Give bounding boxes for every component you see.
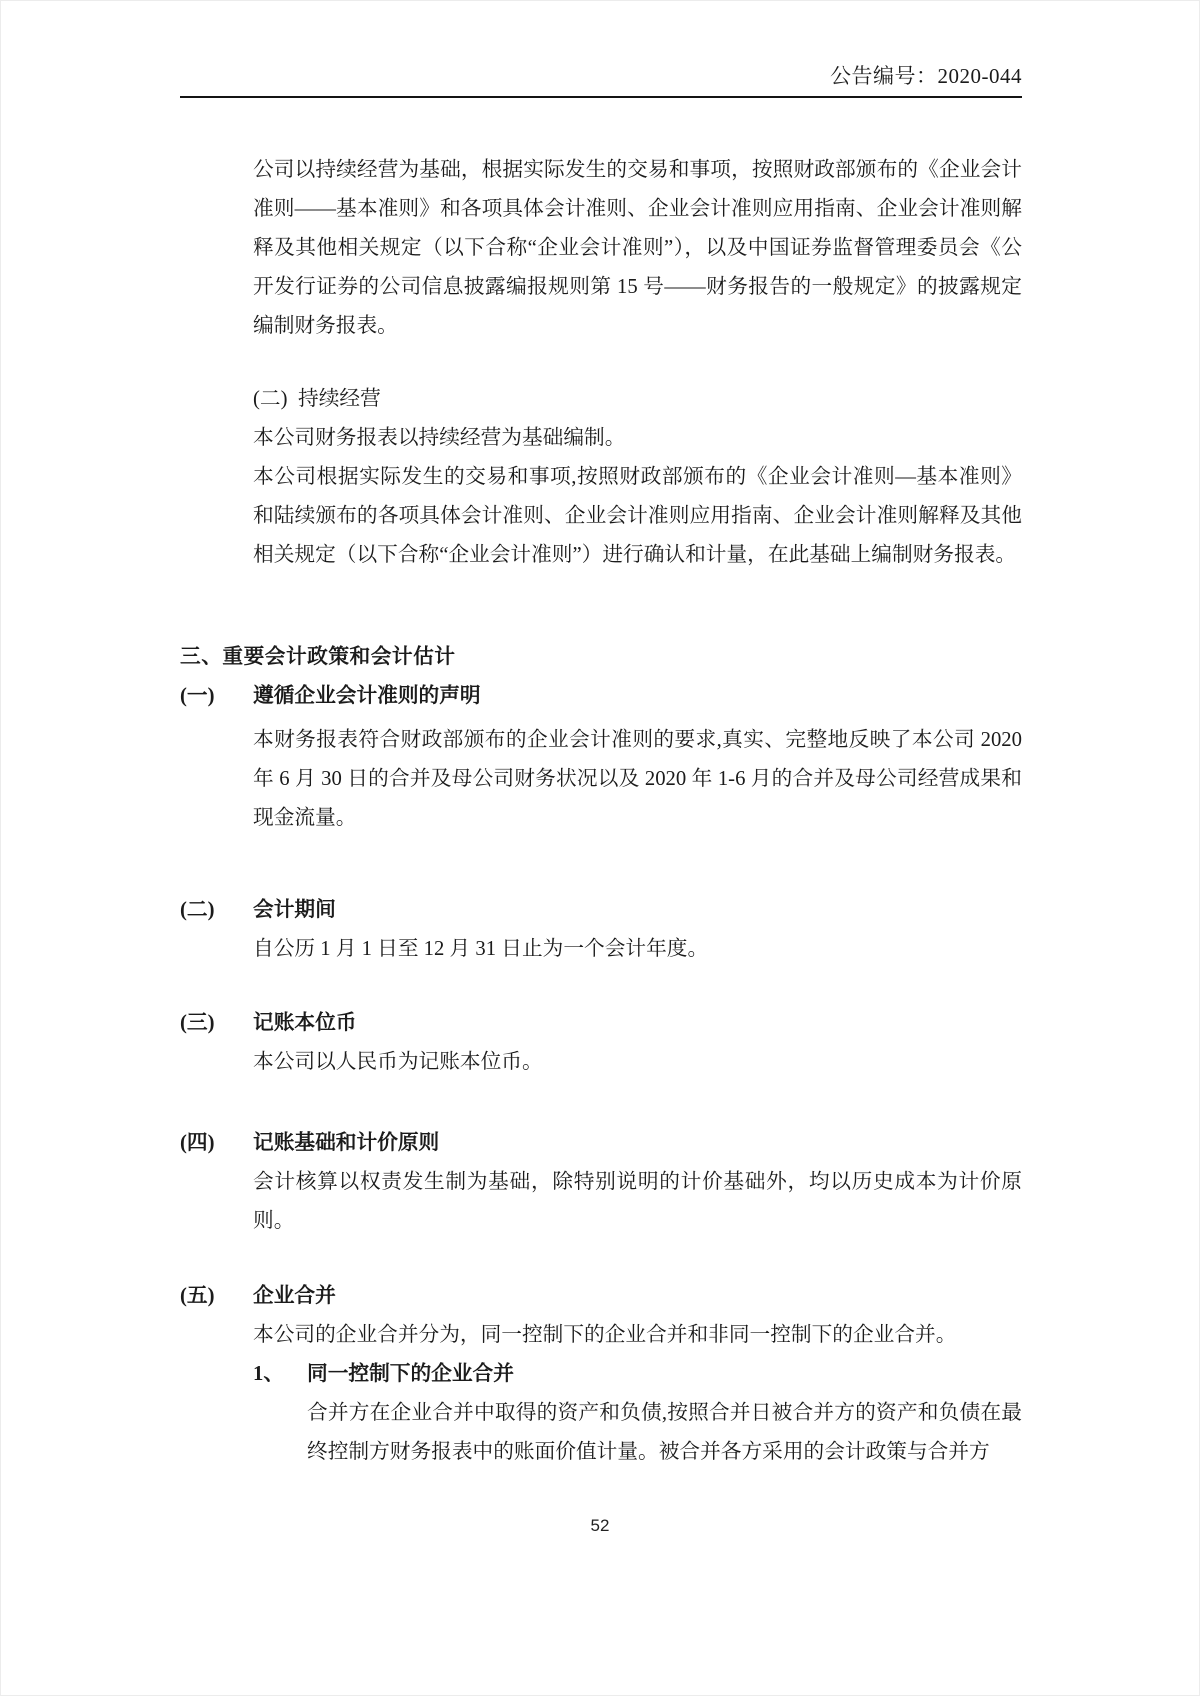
page-header	[180, 0, 1022, 98]
heading-going-concern	[180, 380, 1022, 419]
item-5-sub-1-body: 合并方在企业合并中取得的资产和负债,按照合并日被合并方的资产和负债在最终控制方财务报表中的账面价值计量。被合并各方采用的会计政策与合并方	[307, 1402, 1022, 1463]
item-3-body: 本公司以人民币为记账本位币。	[253, 1051, 543, 1073]
intro-paragraph: 公司以持续经营为基础，根据实际发生的交易和事项，按照财政部颁布的《企业会计准则——基本准则》和各项具体会计准则、企业会计准则应用指南、企业会计准则解释及其他相关规定（以下合称“企业会计准则”），以及中国证券监督管理委员会《公开发行证券的公司信息披露编报规则第 15 号——财务报告的一般规定》的披露规定编制财务报表。	[253, 159, 1022, 337]
heading-item-5-sub-1-title: 同一控制下的企业合并	[307, 1363, 514, 1385]
going-concern-paragraph-2: 本公司根据实际发生的交易和事项,按照财政部颁布的《企业会计准则—基本准则》和陆续颁布的各项具体会计准则、企业会计准则应用指南、企业会计准则解释及其他相关规定（以下合称“企业会计准则”）进行确认和计量，在此基础上编制财务报表。	[253, 466, 1022, 566]
heading-item-4-number: (四)	[180, 1132, 215, 1154]
heading-item-2-number: (二)	[180, 899, 215, 921]
heading-item-5	[180, 1277, 1022, 1316]
heading-item-5-number: (五)	[180, 1285, 215, 1307]
page-content	[180, 151, 1022, 1472]
heading-item-3-title: 记账本位币	[253, 1012, 357, 1034]
heading-going-concern-number: (二)	[253, 388, 288, 410]
page-number: 52	[590, 1516, 610, 1535]
heading-item-1-title: 遵循企业会计准则的声明	[253, 685, 481, 707]
heading-item-5-sub-1-number: 1、	[253, 1363, 285, 1385]
heading-item-5-sub-1	[180, 1355, 1022, 1394]
page-footer	[0, 1514, 1200, 1538]
heading-going-concern-title: 持续经营	[298, 388, 381, 410]
heading-item-1	[180, 677, 1022, 716]
doc-number: 公告编号：2020-044	[830, 64, 1022, 88]
item-1-body: 本财务报表符合财政部颁布的企业会计准则的要求,真实、完整地反映了本公司 2020 年 6 月 30 日的合并及母公司财务状况以及 2020 年 1-6 月的合并及母公司经营成果和现金流量。	[253, 729, 1022, 829]
item-5-body: 本公司的企业合并分为，同一控制下的企业合并和非同一控制下的企业合并。	[253, 1324, 957, 1346]
item-2-body: 自公历 1 月 1 日至 12 月 31 日止为一个会计年度。	[253, 938, 709, 960]
heading-item-2-title: 会计期间	[253, 899, 336, 921]
heading-item-4	[180, 1124, 1022, 1163]
item-4-body: 会计核算以权责发生制为基础，除特别说明的计价基础外，均以历史成本为计价原则。	[253, 1171, 1022, 1232]
heading-item-1-number: (一)	[180, 685, 215, 707]
section-3-heading: 三、重要会计政策和会计估计	[180, 646, 456, 668]
heading-item-2	[180, 891, 1022, 930]
going-concern-paragraph-1: 本公司财务报表以持续经营为基础编制。	[253, 427, 626, 449]
heading-item-3-number: (三)	[180, 1012, 215, 1034]
heading-item-3	[180, 1004, 1022, 1043]
heading-item-4-title: 记账基础和计价原则	[253, 1132, 440, 1154]
heading-item-5-title: 企业合并	[253, 1285, 336, 1307]
